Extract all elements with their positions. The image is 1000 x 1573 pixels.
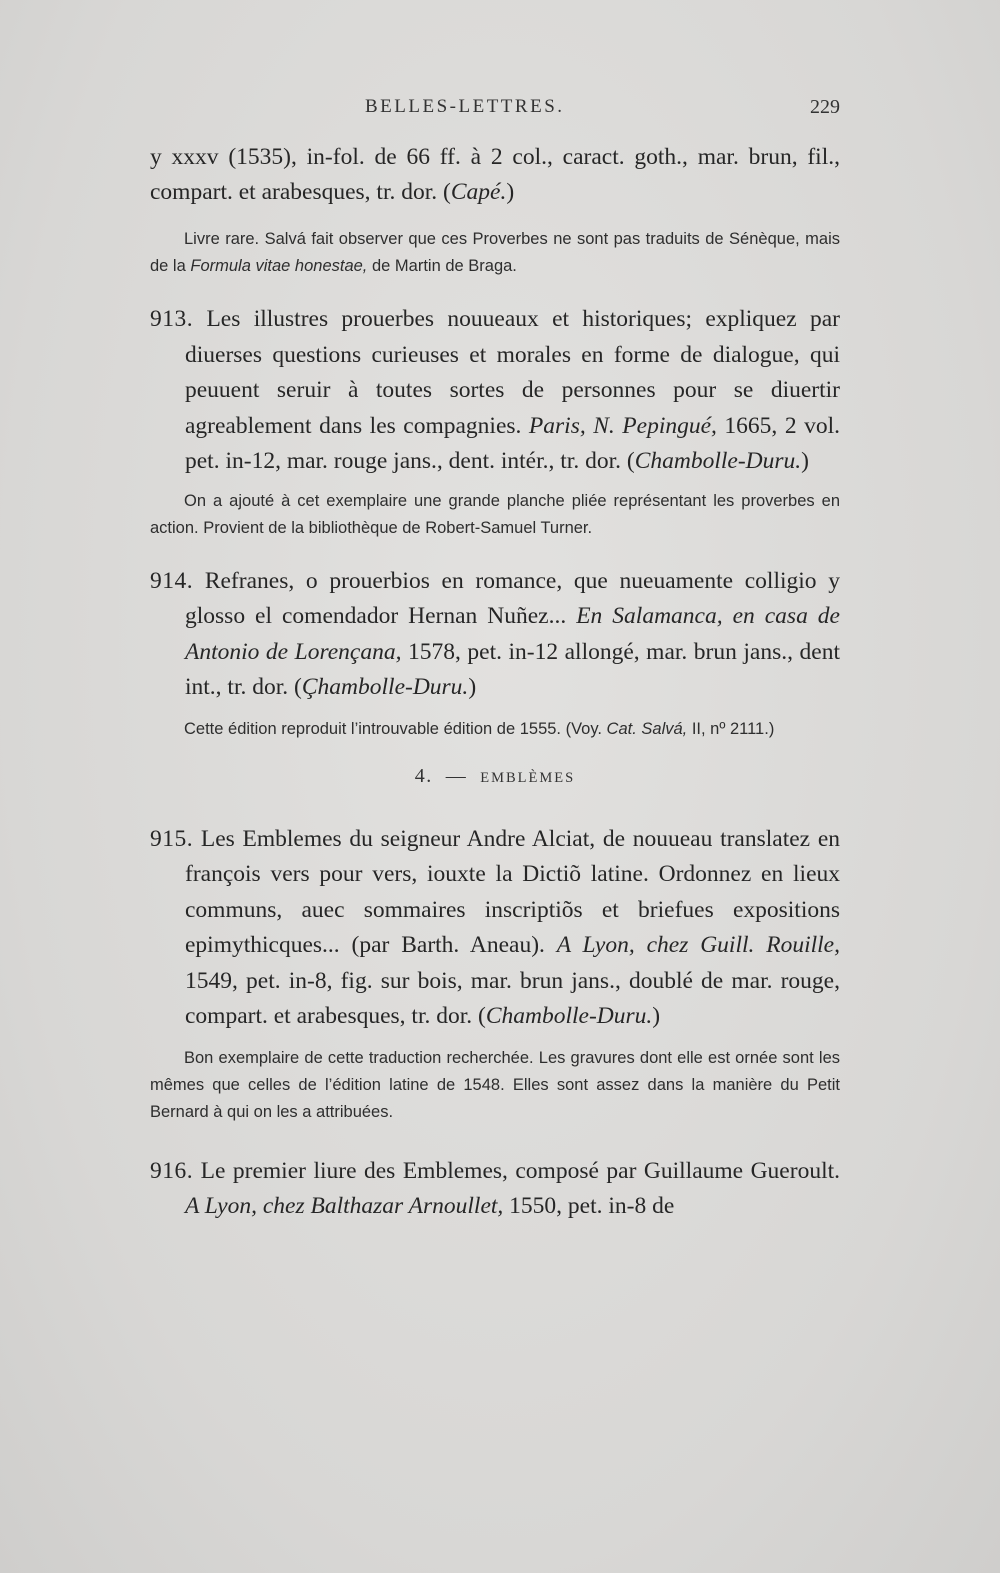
section-title: EMBLÈMES [480, 769, 576, 786]
closing-paren: ) [468, 674, 477, 700]
catalogue-entry-914 [150, 564, 840, 743]
continuation-text: y xxxv (1535), in-fol. de 66 ff. à 2 col., caract. goth., mar. brun, fil., compart. et arabesques, tr. dor. ( [150, 144, 840, 205]
note-text: II, nº 2111.) [687, 719, 775, 738]
section-heading [150, 765, 840, 788]
entry-imprint: A Lyon, chez Guill. Rouille, [556, 932, 840, 958]
entry-text [150, 1154, 840, 1225]
entry-number: 915. [150, 825, 194, 852]
note-reference: Cat. Salvá, [606, 719, 688, 738]
entry-text [150, 564, 840, 706]
binder-name: Capé. [450, 179, 507, 205]
closing-paren: ) [801, 448, 809, 474]
entry-description: Les illustres prouerbes nouueaux et historiques; expliquez par diuerses questions curieuses et morales en forme de dialogue, qui peuuent seruir à toutes sortes de personnes pour se diuertir agreablement dans les compagnies. [185, 306, 840, 439]
continuation-entry [150, 140, 840, 210]
entry-note: Bon exemplaire de cette traduction recherchée. Les gravures dont elle est ornée sont les mêmes que celles de l’édition latine de 1548. Elles sont assez dans la manière du Petit Bernard à qui on les a attribuées. [150, 1048, 840, 1121]
entry-collation: 1550, pet. in-8 de [503, 1193, 675, 1219]
binder-name: Chambolle-Duru. [485, 1003, 653, 1029]
catalogue-entry-916 [150, 1154, 840, 1225]
closing-paren: ) [652, 1003, 661, 1029]
section-number: 4. [414, 764, 433, 787]
entry-imprint: Paris, N. Pepingué, [528, 412, 717, 439]
entry-number: 914. [150, 567, 194, 594]
entry-collation: 1549, pet. in-8, fig. sur bois, mar. brun jans., doublé de mar. rouge, compart. et arabesques, tr. dor. ( [185, 967, 840, 1029]
entry-note [150, 226, 840, 280]
entry-imprint: En Salamanca, en casa de Antonio de Lorençana, [185, 603, 840, 665]
entry-note: On a ajouté à cet exemplaire une grande planche pliée représentant les proverbes en action. Provient de la bibliothèque de Robert-Samuel Turner. [150, 491, 840, 537]
note-text: Cette édition reproduit l’introuvable édition de 1555. (Voy. [184, 719, 607, 738]
catalogue-entry-915 [150, 822, 840, 1126]
note-title: Formula vitae honestae, [190, 257, 368, 275]
entry-imprint: A Lyon, chez Balthazar Arnoullet, [185, 1193, 504, 1219]
entry-collation: 1665, 2 vol. pet. in-12, mar. rouge jans., dent. intér., tr. dor. ( [185, 412, 840, 474]
entry-description: Le premier liure des Emblemes, composé par Guillaume Gueroult. [193, 1157, 840, 1184]
catalogue-entry-913 [150, 302, 840, 542]
page-body [150, 140, 840, 1225]
page-number: 229 [810, 96, 840, 118]
entry-description: Les Emblemes du seigneur Andre Alciat, de nouueau translatez en françois vers pour vers, iouxte la Dictiõ latine. Ordonnez en lieux communs, auec sommaires inscriptiõs et briefues expositions epimythicques... (par Barth. Aneau). [185, 825, 840, 958]
entry-note [150, 716, 840, 743]
note-text: de Martin de Braga. [367, 257, 517, 275]
section-dash: — [445, 764, 468, 787]
note-text: Livre rare. Salvá fait observer que ces Proverbes ne sont pas traduits de Sénèque, mais de la [150, 230, 840, 275]
closing-paren: ) [506, 179, 515, 205]
binder-name: Çhambolle-Duru. [301, 674, 469, 700]
page-header [150, 96, 840, 126]
entry-collation: 1578, pet. in-12 allongé, mar. brun jans., dent int., tr. dor. ( [185, 638, 840, 700]
binder-name: Chambolle-Duru. [634, 448, 802, 474]
running-title: BELLES-LETTRES. [365, 96, 565, 117]
entry-text [150, 822, 840, 1035]
entry-description: Refranes, o prouerbios en romance, que nueuamente colligio y glosso el comendador Hernan Nuñez... [185, 567, 840, 629]
entry-text [150, 302, 840, 480]
entry-number: 913. [150, 306, 194, 332]
entry-number: 916. [150, 1157, 194, 1184]
